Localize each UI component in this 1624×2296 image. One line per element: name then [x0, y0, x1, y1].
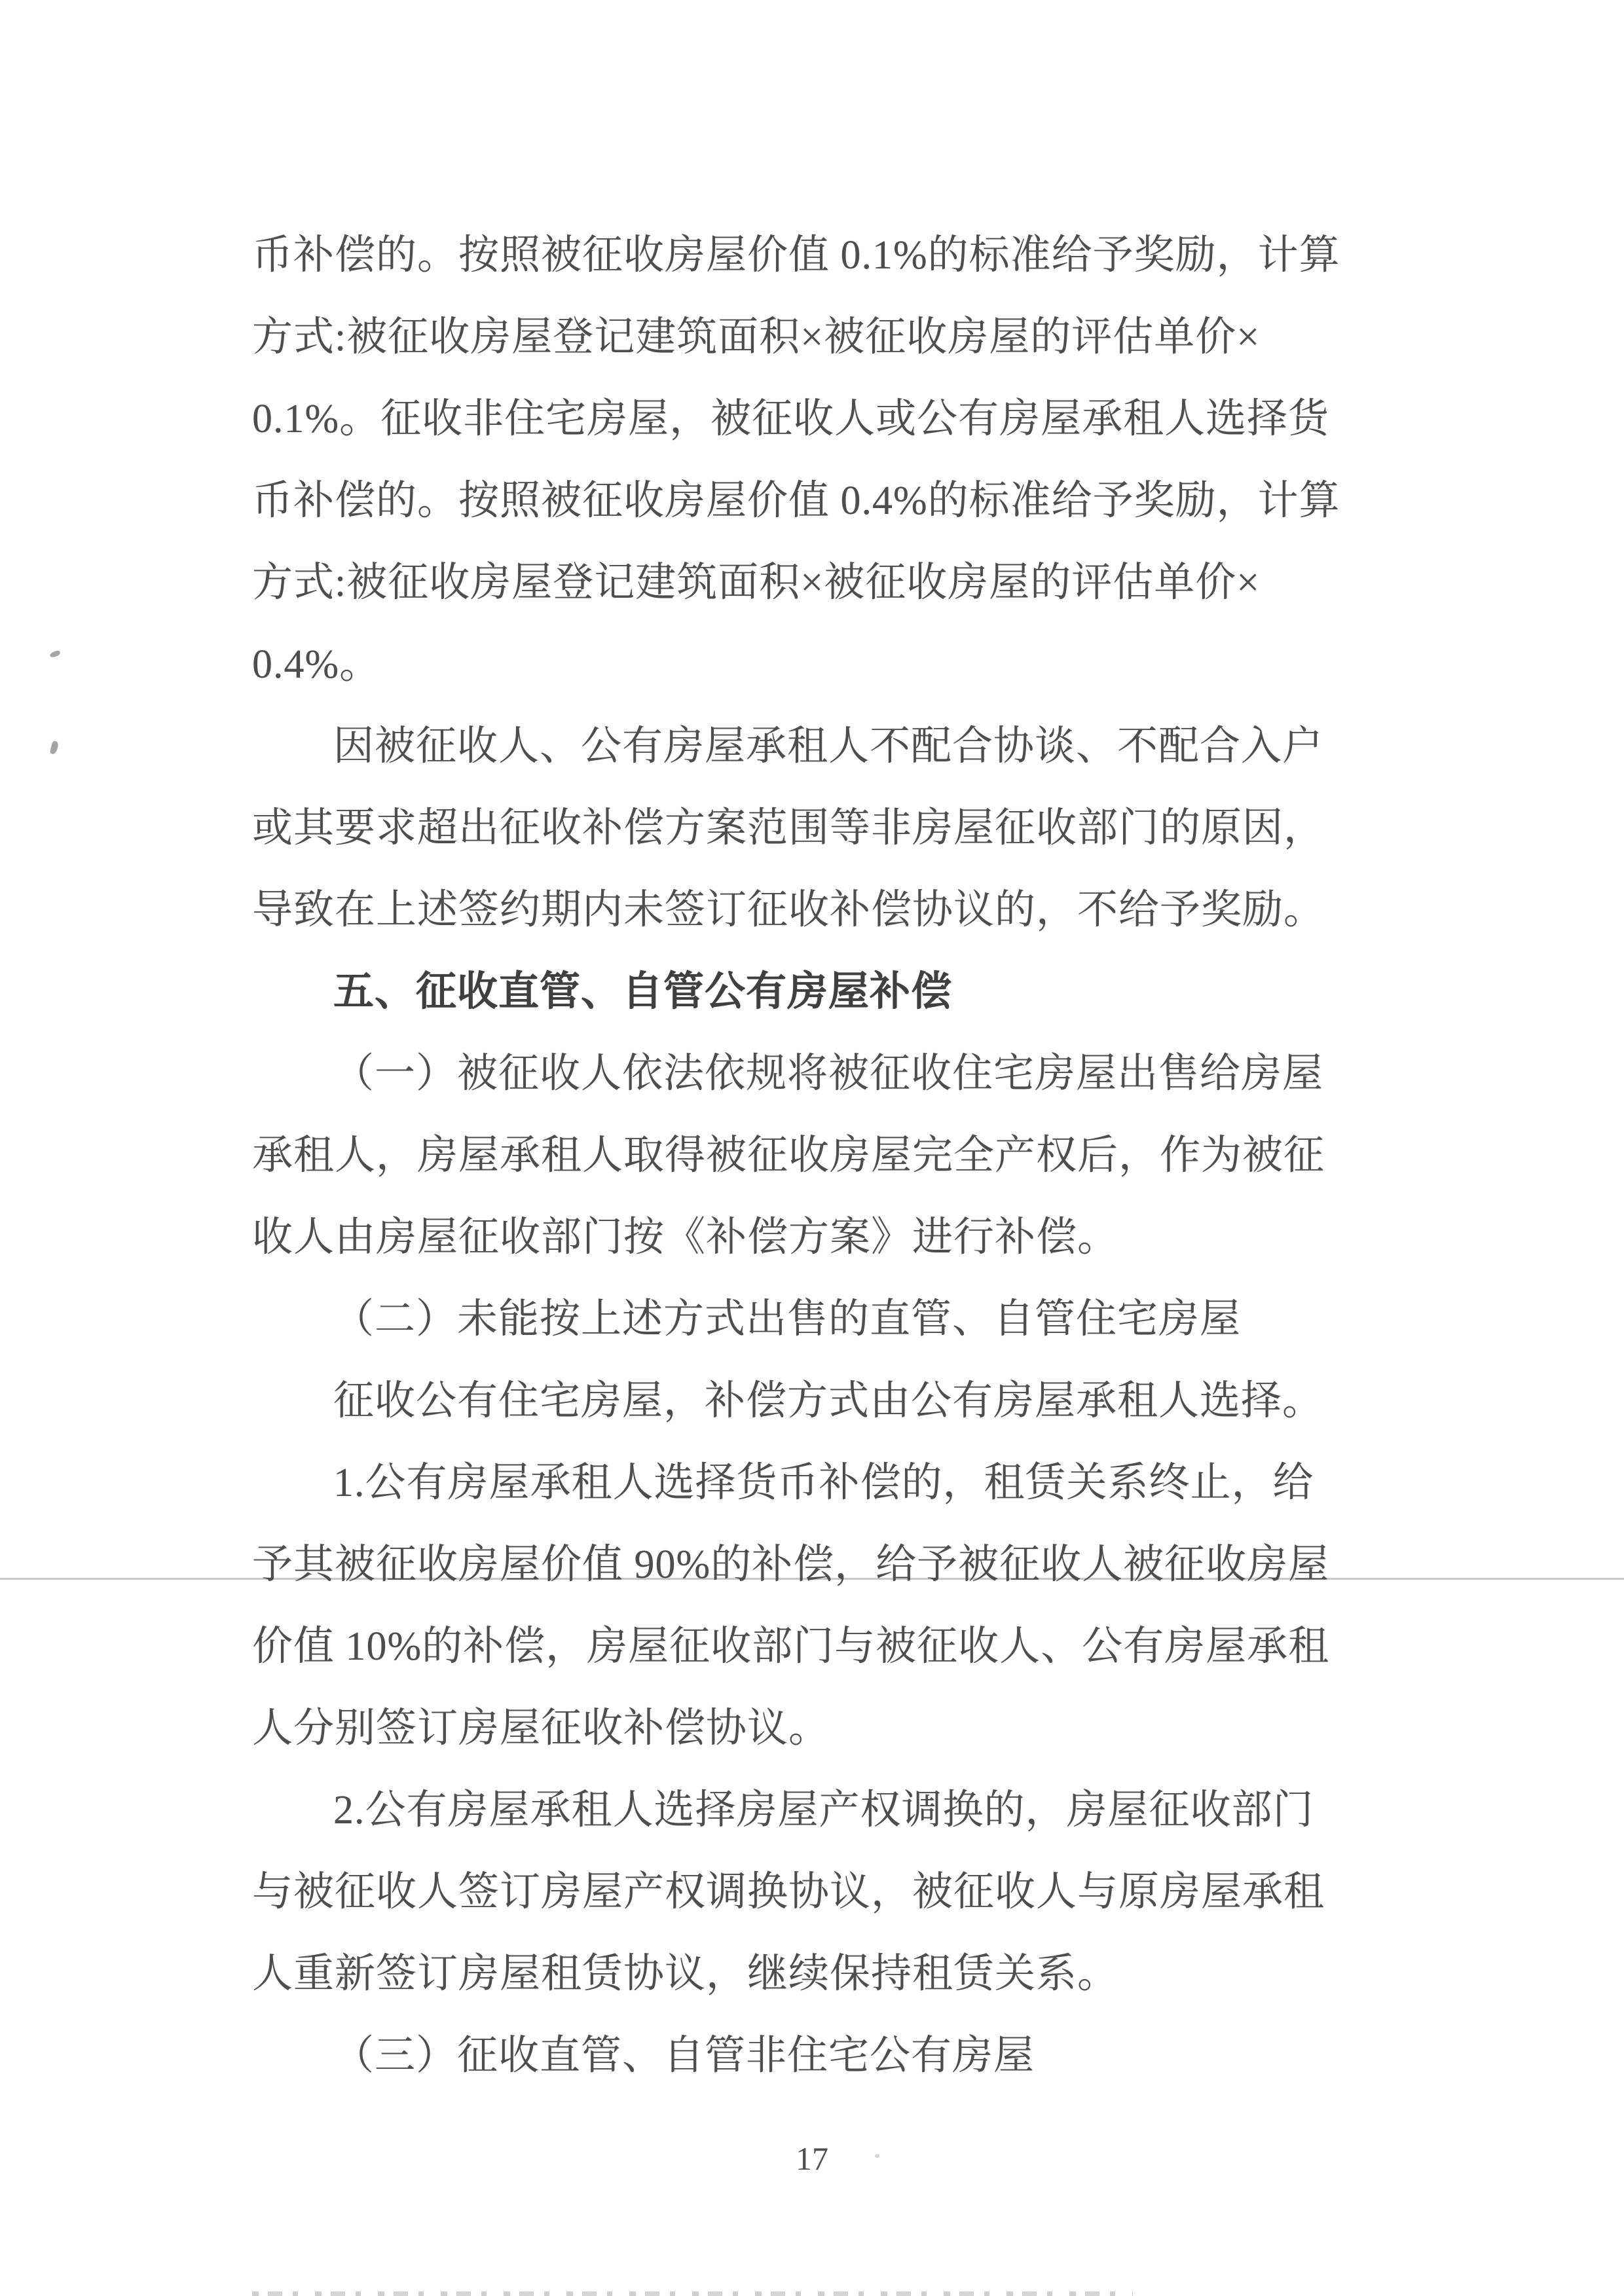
text-line: 或其要求超出征收补偿方案范围等非房屋征收部门的原因，	[252, 806, 1325, 850]
scan-artifact-bleed-through-text	[252, 2291, 1133, 2296]
text-line: 0.4%。	[252, 642, 381, 687]
text-line: 价值 10%的补偿，房屋征收部门与被征收人、公有房屋承租	[252, 1624, 1330, 1669]
text-line: 人重新签订房屋租赁协议，继续保持租赁关系。	[252, 1952, 1119, 1996]
scan-artifact-speck	[49, 650, 61, 659]
text-line: （一）被征收人依法依规将被征收住宅房屋出售给房屋	[333, 1051, 1324, 1096]
text-line: 方式:被征收房屋登记建筑面积×被征收房屋的评估单价×	[252, 315, 1261, 359]
section-heading: 五、征收直管、自管公有房屋补偿	[333, 970, 953, 1014]
text-line: 征收公有住宅房屋，补偿方式由公有房屋承租人选择。	[333, 1379, 1324, 1423]
text-line: 2.公有房屋承租人选择房屋产权调换的，房屋征收部门	[333, 1788, 1314, 1832]
scan-artifact-speck	[50, 740, 60, 755]
text-line: 与被征收人签订房屋产权调换协议，被征收人与原房屋承租	[252, 1870, 1325, 1914]
text-line: （三）征收直管、自管非住宅公有房屋	[333, 2033, 1035, 2078]
text-line: 币补偿的。按照被征收房屋价值 0.4%的标准给予奖励，计算	[252, 479, 1340, 523]
text-line: 予其被征收房屋价值 90%的补偿，给予被征收人被征收房屋	[252, 1542, 1330, 1587]
page-number: 17	[796, 2140, 828, 2177]
text-line: 因被征收人、公有房屋承租人不配合协谈、不配合入户	[333, 724, 1324, 769]
text-line: 人分别签订房屋征收补偿协议。	[252, 1706, 830, 1751]
text-line: （二）未能按上述方式出售的直管、自管住宅房屋	[333, 1297, 1242, 1341]
text-line: 方式:被征收房屋登记建筑面积×被征收房屋的评估单价×	[252, 560, 1261, 605]
text-line: 1.公有房屋承租人选择货币补偿的，租赁关系终止，给	[333, 1461, 1314, 1505]
text-line: 导致在上述签约期内未签订征收补偿协议的，不给予奖励。	[252, 888, 1325, 932]
text-line: 承租人，房屋承租人取得被征收房屋完全产权后，作为被征	[252, 1133, 1325, 1178]
text-line: 币补偿的。按照被征收房屋价值 0.1%的标准给予奖励，计算	[252, 233, 1340, 278]
text-line: 0.1%。征收非住宅房屋，被征收人或公有房屋承租人选择货	[252, 397, 1330, 441]
text-line: 收人由房屋征收部门按《补偿方案》进行补偿。	[252, 1215, 1119, 1260]
